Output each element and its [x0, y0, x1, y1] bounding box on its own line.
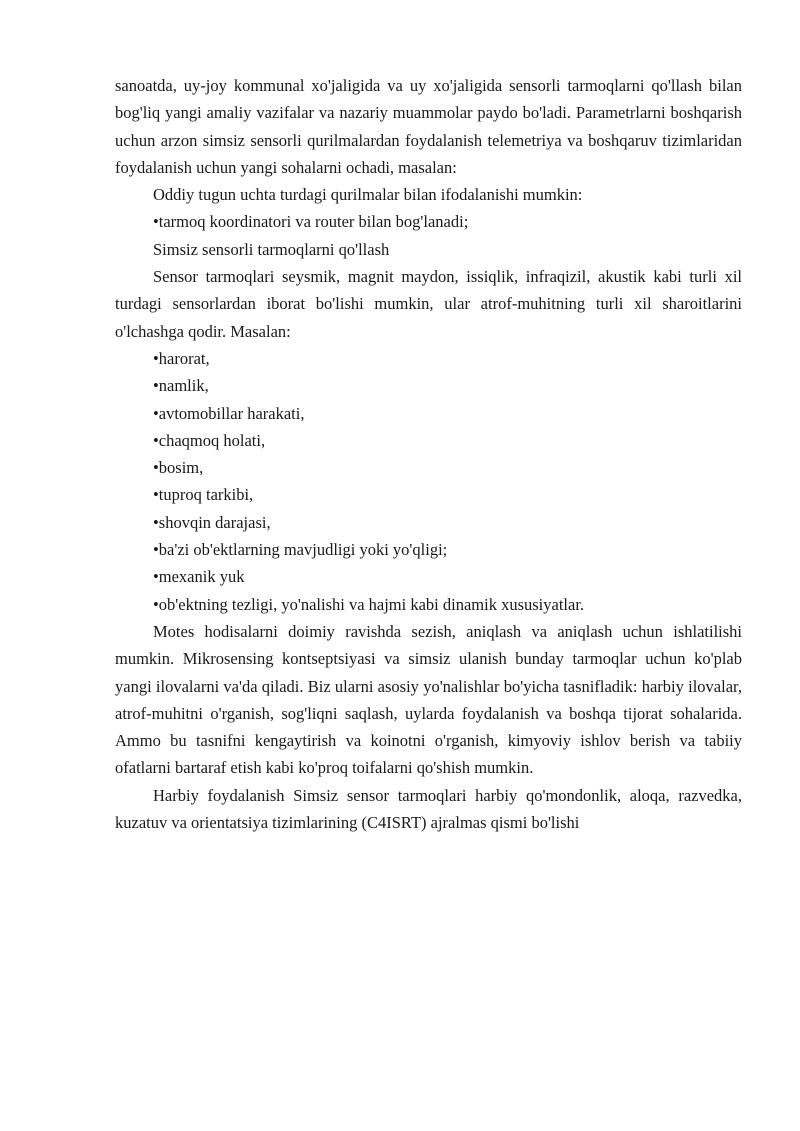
paragraph-applications-intro: sanoatda, uy-joy kommunal xo'jaligida va uy xo'jaligida sensorli tarmoqlarni qo'llash bilan bog'liq yangi amaliy vazifalar va nazariy muammolar paydo bo'ladi. Parametrlarni boshqarish uchun arzon simsiz sensorli qurilmalardan foydalanish telemetriya va boshqaruv tizimlaridan foydalanish uchun yangi sohalarni ochadi, masalan: [115, 76, 742, 177]
bullet-temperature: •harorat, [153, 348, 210, 368]
bullet-vehicle-traffic: •avtomobillar harakati, [153, 403, 305, 423]
bullet-soil: •tuproq tarkibi, [153, 485, 254, 505]
document-page [115, 72, 742, 836]
bullet-lightning: •chaqmoq holati, [153, 430, 266, 450]
bullet-noise: •shovqin darajasi, [153, 512, 271, 532]
paragraph-motes: Motes hodisalarni doimiy ravishda sezish, aniqlash va aniqlash uchun ishlatilishi mumkin. Mikrosensing kontseptsiyasi va simsiz ulanish bunday tarmoqlar uchun ko'plab yangi ilovalarni va'da qiladi. Biz ularni asosiy yo'nalishlar bo'yicha tasnifladik: harbiy ilovalar, atrof-muhitni o'rganish, sog'liqni saqlash, uylarda foydalanish va boshqa tijorat sohalarida. Ammo bu tasnifni kengaytirish va koinotni o'rganish, kimyoviy ishlov berish va tabiiy ofatlarni bartaraf etish kabi ko'proq toifalarni qo'shish mumkin. [115, 621, 742, 778]
bullet-humidity: •namlik, [153, 376, 209, 396]
bullet-pressure: •bosim, [153, 458, 204, 478]
line-node-types: Oddiy tugun uchta turdagi qurilmalar bilan ifodalanishi mumkin: [153, 185, 583, 205]
bullet-mechanical-load: •mexanik yuk [153, 567, 245, 587]
paragraph-military-use: Harbiy foydalanish Simsiz sensor tarmoqlari harbiy qo'mondonlik, aloqa, razvedka, kuzatuv va orientatsiya tizimlarining (C4ISRT) ajralmas qismi bo'lishi [115, 785, 742, 833]
bullet-object-presence: •ba'zi ob'ektlarning mavjudligi yoki yo'qligi; [153, 540, 448, 560]
section-heading-wsn-usage: Simsiz sensorli tarmoqlarni qo'llash [153, 239, 390, 259]
bullet-coordinator: •tarmoq koordinatori va router bilan bog'lanadi; [153, 212, 469, 232]
bullet-dynamic-properties: •ob'ektning tezligi, yo'nalishi va hajmi kabi dinamik xususiyatlar. [153, 594, 585, 614]
paragraph-sensor-types: Sensor tarmoqlari seysmik, magnit maydon, issiqlik, infraqizil, akustik kabi turli xil turdagi sensorlardan iborat bo'lishi mumkin, ular atrof-muhitning turli xil sharoitlarini o'lchashga qodir. Masalan: [115, 267, 742, 341]
